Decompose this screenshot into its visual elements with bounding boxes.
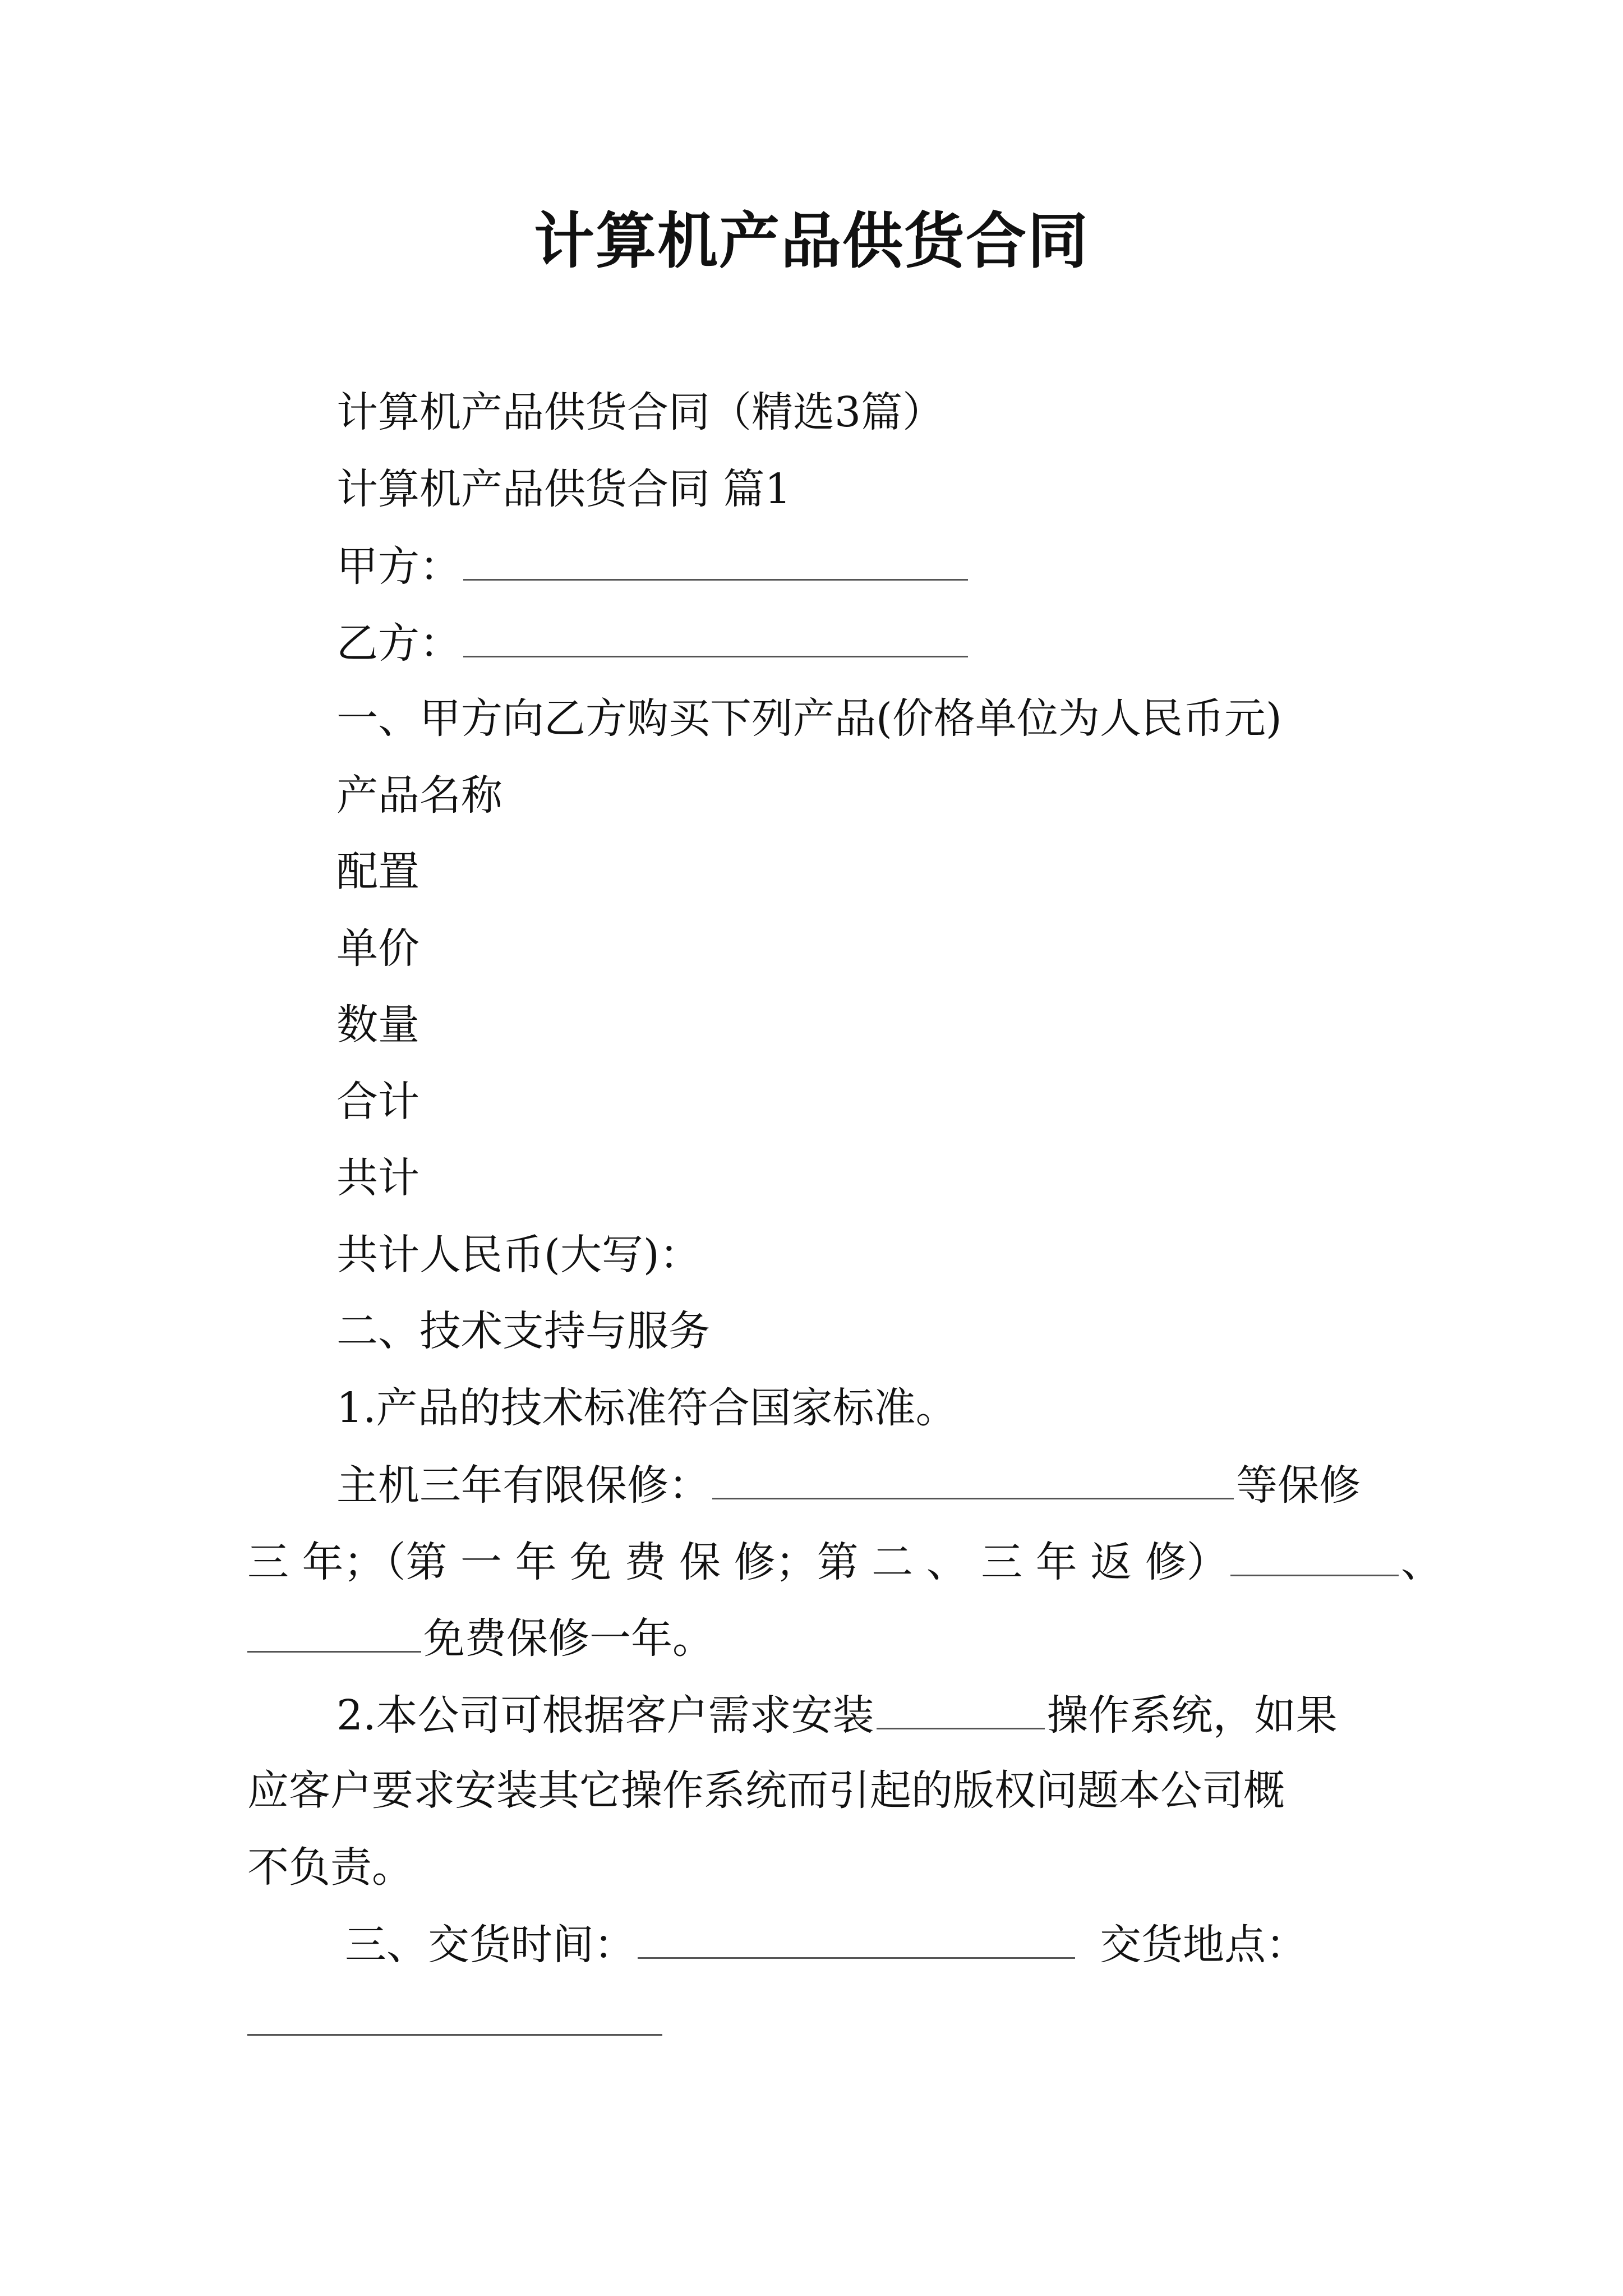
document-title: 计算机产品供货合同 xyxy=(533,206,1089,277)
warranty-blank-2 xyxy=(1230,1533,1399,1576)
table-field-total: 共计 xyxy=(336,1154,419,1202)
party-b-blank xyxy=(463,614,968,657)
warranty-row xyxy=(336,1456,1361,1513)
delivery-time-label: 三、交货时间： xyxy=(345,1921,635,1969)
party-a-label: 甲方： xyxy=(336,542,461,591)
clause1-heading: 一、甲方向乙方购买下列产品(价格单位为人民币元) xyxy=(336,694,1282,743)
item2-row-2: 应客户要求安装其它操作系统而引起的版权问题本公司概 xyxy=(247,1766,1285,1815)
item2-row-1 xyxy=(336,1686,1338,1743)
warranty-row-3 xyxy=(247,1609,714,1667)
warranty-free-year: 免费保修一年。 xyxy=(423,1614,714,1663)
item2-text-a: 2.本公司可根据客户需求安装 xyxy=(336,1691,874,1740)
section-title: 计算机产品供货合同 篇1 xyxy=(336,465,791,513)
warranty-separator: 、 xyxy=(1400,1538,1442,1586)
document-subtitle: 计算机产品供货合同（精选3篇） xyxy=(336,388,944,436)
warranty-terms: 三 年；（第 一 年 免 费 保 修；第 二 、 三 年 返 修） xyxy=(247,1538,1228,1586)
warranty-blank xyxy=(712,1456,1234,1499)
warranty-blank-3 xyxy=(247,1609,421,1653)
item2-row-3: 不负责。 xyxy=(247,1843,413,1892)
delivery-place-row xyxy=(247,1993,665,2050)
delivery-time-blank xyxy=(638,1916,1075,1959)
warranty-row-2 xyxy=(247,1533,1442,1590)
delivery-place-blank xyxy=(247,1993,662,2036)
os-blank xyxy=(877,1686,1045,1729)
item1-text: 1.产品的技术标准符合国家标准。 xyxy=(336,1384,957,1432)
item2-text-b: 操作系统，如果 xyxy=(1046,1691,1338,1740)
warranty-tail: 等保修 xyxy=(1236,1461,1361,1510)
party-a-row xyxy=(336,537,970,595)
table-field-subtotal: 合计 xyxy=(336,1078,419,1126)
table-field-product-name: 产品名称 xyxy=(336,771,502,820)
delivery-place-label: 交货地点： xyxy=(1100,1921,1307,1969)
party-b-label: 乙方： xyxy=(336,619,461,668)
clause2-heading: 二、技术支持与服务 xyxy=(336,1307,710,1355)
party-a-blank xyxy=(463,537,968,581)
party-b-row xyxy=(336,614,970,671)
table-field-configuration: 配置 xyxy=(336,848,419,896)
table-field-quantity: 数量 xyxy=(336,1001,419,1049)
table-field-unit-price: 单价 xyxy=(336,924,419,973)
warranty-label: 主机三年有限保修： xyxy=(336,1461,710,1510)
clause3-row xyxy=(345,1916,1307,1973)
total-rmb-label: 共计人民币(大写)： xyxy=(336,1231,701,1279)
